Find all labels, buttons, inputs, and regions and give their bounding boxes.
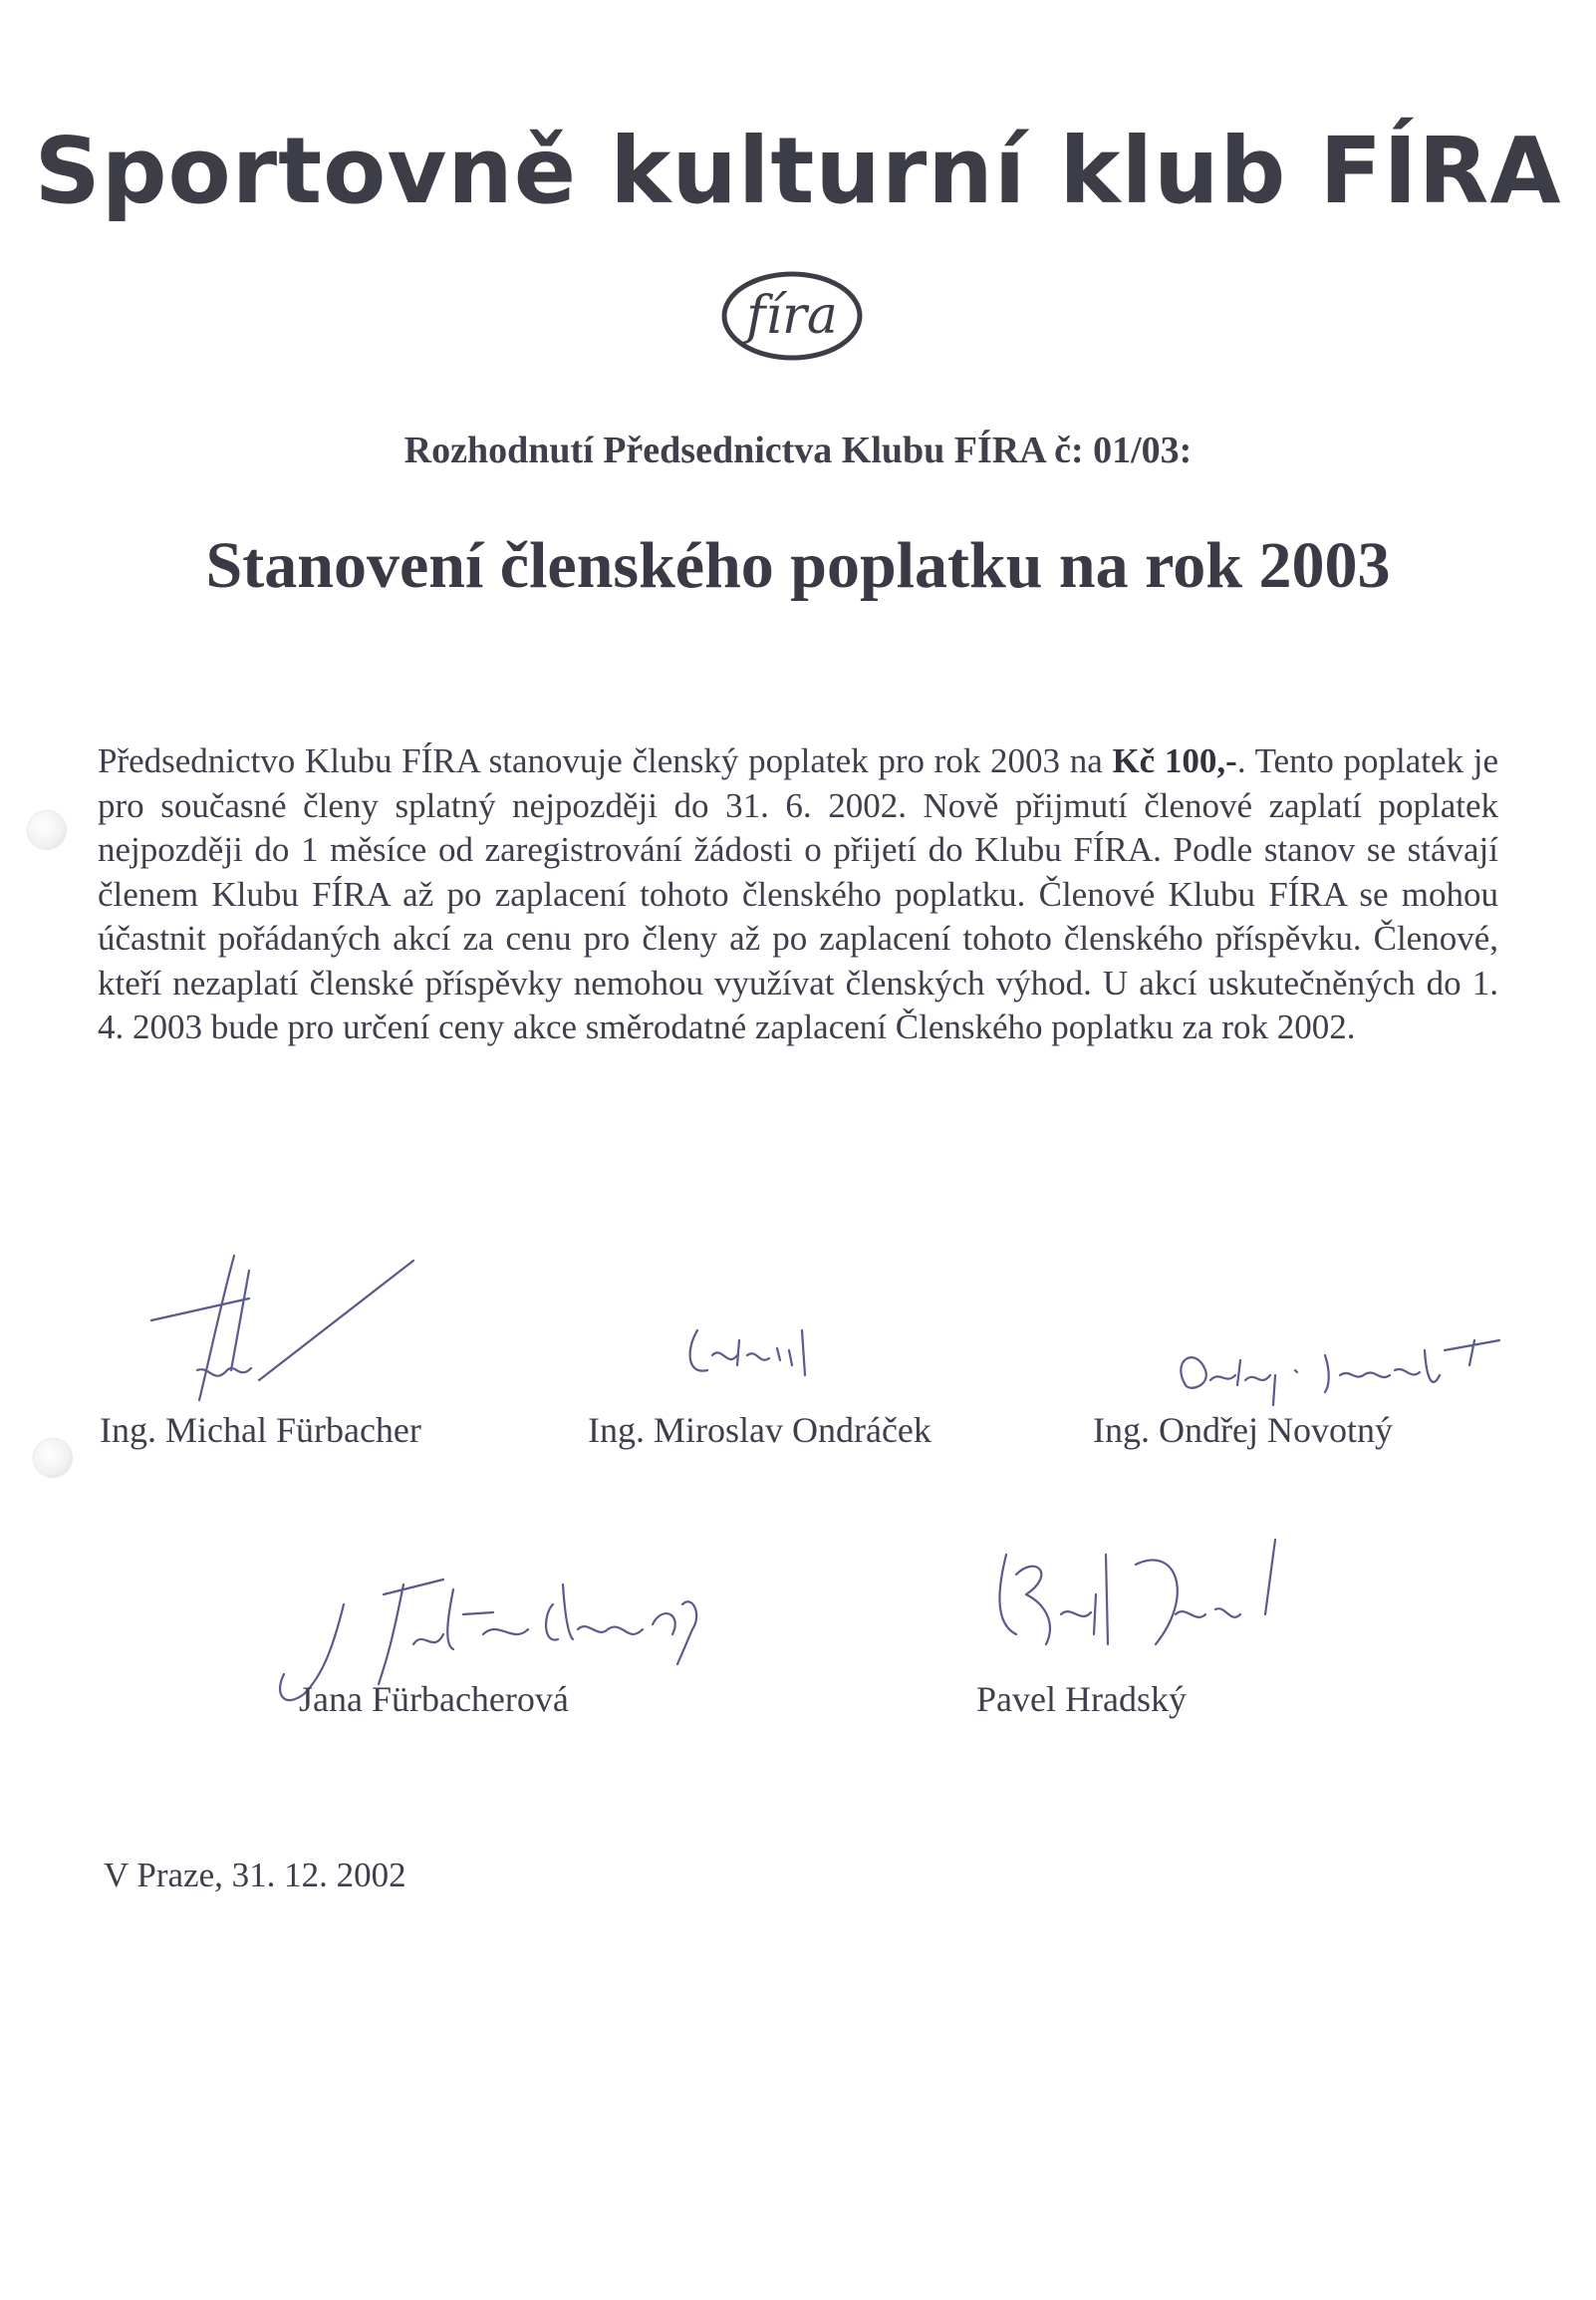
body-paragraph [98,739,1498,1050]
signature-hradsky [976,1535,1315,1684]
signatory-hradsky: Pavel Hradský [976,1679,1187,1719]
place-and-date: V Praze, 31. 12. 2002 [104,1856,406,1894]
signatory-novotny: Ing. Ondřej Novotný [1093,1410,1393,1450]
fee-amount: Kč 100,- [1112,741,1237,780]
fira-logo [717,261,867,371]
signature-novotny [1166,1330,1504,1420]
logo-lettering: fíra [746,286,838,346]
body-text-start: Předsednictvo Klubu FÍRA stanovuje členský poplatek pro rok 2003 na [98,741,1113,780]
punch-hole-bottom [34,1439,72,1477]
punch-hole-top [28,811,66,849]
signature-ondracek [677,1320,847,1400]
signatory-ondracek: Ing. Miroslav Ondráček [588,1410,931,1450]
signature-furbacher [139,1251,438,1430]
body-text-end: . Tento poplatek je pro současné členy splatný nejpozději do 31. 6. 2002. Nově přijmutí členové zaplatí poplatek nejpozději do 1 měsíce od zaregistrování žádosti o přijetí do Klubu FÍRA. Podle stanov se stávají členem Klubu FÍRA až po zaplacení tohoto členského poplatku. Členové Klubu FÍRA se mohou účastnit pořádaných akcí za cenu pro členy až po zaplacení tohoto členského příspěvku. Členové, kteří nezaplatí členské příspěvky nemohou využívat členských výhod. U akcí uskutečněných do 1. 4. 2003 bude pro určení ceny akce směrodatné zaplacení Členského poplatku za rok 2002. [98,741,1498,1046]
signatory-furbacherova: Jana Fürbacherová [299,1679,569,1719]
decision-reference: Rozhodnutí Předsednictva Klubu FÍRA č: 01/03: [403,430,1193,471]
club-title: Sportovně kulturní klub FÍRA [34,118,1562,224]
document-heading: Stanovení členského poplatku na rok 2003 [205,529,1391,602]
signatory-furbacher: Ing. Michal Fürbacher [100,1410,421,1450]
